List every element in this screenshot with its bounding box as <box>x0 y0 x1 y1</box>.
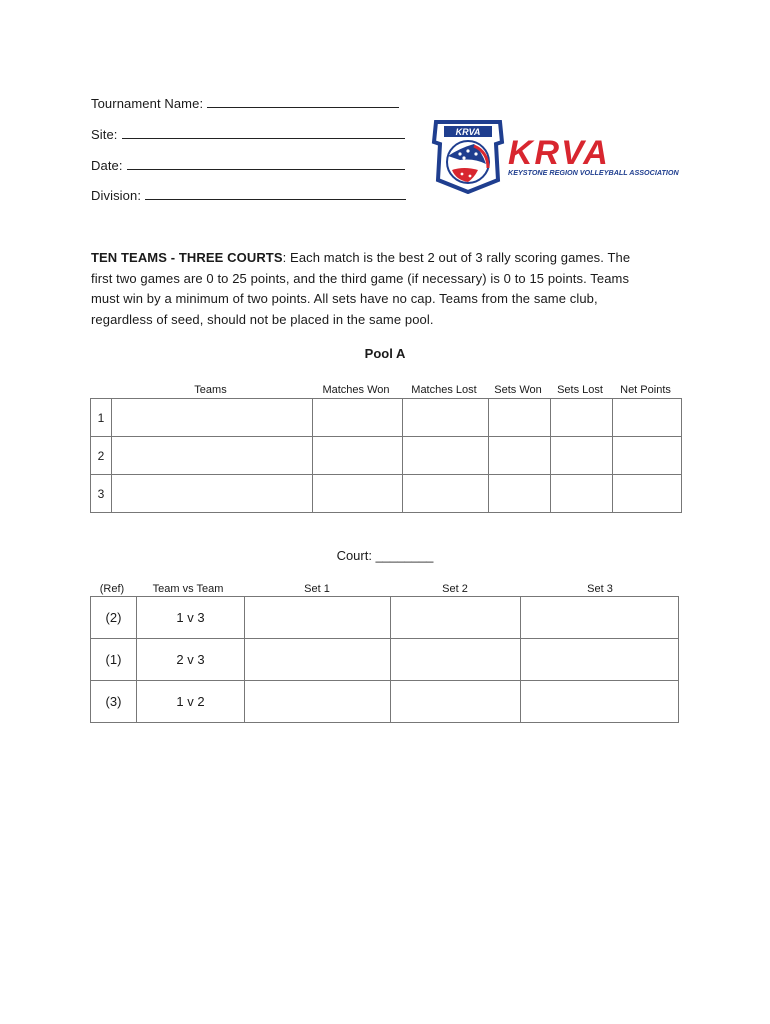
row-number: 1 <box>91 399 112 437</box>
tournament-name-line[interactable] <box>207 95 399 108</box>
division-line[interactable] <box>145 187 406 200</box>
matches-won-cell[interactable] <box>313 437 403 475</box>
net-points-cell[interactable] <box>613 437 682 475</box>
date-line[interactable] <box>127 157 405 170</box>
header-sets-lost: Sets Lost <box>557 384 603 396</box>
matches-lost-cell[interactable] <box>403 437 489 475</box>
set-3-cell[interactable] <box>521 597 679 639</box>
set-3-cell[interactable] <box>521 639 679 681</box>
rules-heading: TEN TEAMS - THREE COURTS <box>91 250 283 265</box>
match-schedule-table <box>90 596 679 723</box>
matches-won-cell[interactable] <box>313 475 403 513</box>
site-label: Site: <box>91 127 118 142</box>
row-number: 3 <box>91 475 112 513</box>
set-2-cell[interactable] <box>391 597 521 639</box>
table-row <box>91 475 682 513</box>
date-label: Date: <box>91 158 123 173</box>
header-set-2: Set 2 <box>442 583 468 595</box>
krva-wordmark: KRVA <box>508 134 610 172</box>
sets-lost-cell[interactable] <box>551 399 613 437</box>
team-vs-team-cell: 1 v 3 <box>137 597 245 639</box>
volleyball-icon <box>447 141 489 183</box>
set-3-cell[interactable] <box>521 681 679 723</box>
team-cell[interactable] <box>112 437 313 475</box>
header-net-points: Net Points <box>620 384 671 396</box>
set-1-cell[interactable] <box>245 597 391 639</box>
set-1-cell[interactable] <box>245 639 391 681</box>
header-set-1: Set 1 <box>304 583 330 595</box>
pool-title: Pool A <box>364 346 406 361</box>
ref-cell: (1) <box>91 639 137 681</box>
table-row <box>91 597 679 639</box>
net-points-cell[interactable] <box>613 399 682 437</box>
matches-lost-cell[interactable] <box>403 399 489 437</box>
net-points-cell[interactable] <box>613 475 682 513</box>
header-team-vs-team: Team vs Team <box>152 583 224 595</box>
krva-logo <box>430 118 680 194</box>
division-label: Division: <box>91 188 142 203</box>
sets-won-cell[interactable] <box>489 399 551 437</box>
sets-lost-cell[interactable] <box>551 437 613 475</box>
krva-subtitle: KEYSTONE REGION VOLLEYBALL ASSOCIATION <box>508 168 679 177</box>
sets-won-cell[interactable] <box>489 437 551 475</box>
set-2-cell[interactable] <box>391 681 521 723</box>
date-field[interactable] <box>91 157 405 173</box>
table-row <box>91 437 682 475</box>
rules-text: : Each match is the best 2 out of 3 rally scoring games. The first two games are 0 to 25 points, and the third game (if necessary) is 0 to 15 points. Teams must win by a minimum of two points. All sets have no cap. Teams from the same club, regardless of seed, should not be placed in the same pool. <box>91 250 631 327</box>
header-sets-won: Sets Won <box>494 384 542 396</box>
header-ref: (Ref) <box>99 583 125 595</box>
table-row <box>91 639 679 681</box>
team-vs-team-cell: 2 v 3 <box>137 639 245 681</box>
header-matches-won: Matches Won <box>322 384 390 396</box>
table-row <box>91 399 682 437</box>
team-cell[interactable] <box>112 399 313 437</box>
matches-lost-cell[interactable] <box>403 475 489 513</box>
sets-won-cell[interactable] <box>489 475 551 513</box>
row-number: 2 <box>91 437 112 475</box>
header-matches-lost: Matches Lost <box>411 384 477 396</box>
team-cell[interactable] <box>112 475 313 513</box>
ref-cell: (3) <box>91 681 137 723</box>
division-field[interactable] <box>91 187 406 203</box>
site-line[interactable] <box>122 126 405 139</box>
set-2-cell[interactable] <box>391 639 521 681</box>
rules-paragraph <box>91 248 651 330</box>
header-set-3: Set 3 <box>587 583 613 595</box>
matches-won-cell[interactable] <box>313 399 403 437</box>
team-vs-team-cell: 1 v 2 <box>137 681 245 723</box>
pool-standings-table <box>90 398 682 513</box>
shield-text: KRVA <box>455 127 481 137</box>
court-label: Court: ________ <box>336 548 434 563</box>
sets-lost-cell[interactable] <box>551 475 613 513</box>
header-teams: Teams <box>194 384 227 396</box>
table-row <box>91 681 679 723</box>
site-field[interactable] <box>91 126 405 142</box>
ref-cell: (2) <box>91 597 137 639</box>
tournament-name-field[interactable] <box>91 95 399 111</box>
tournament-name-label: Tournament Name: <box>91 96 204 111</box>
set-1-cell[interactable] <box>245 681 391 723</box>
